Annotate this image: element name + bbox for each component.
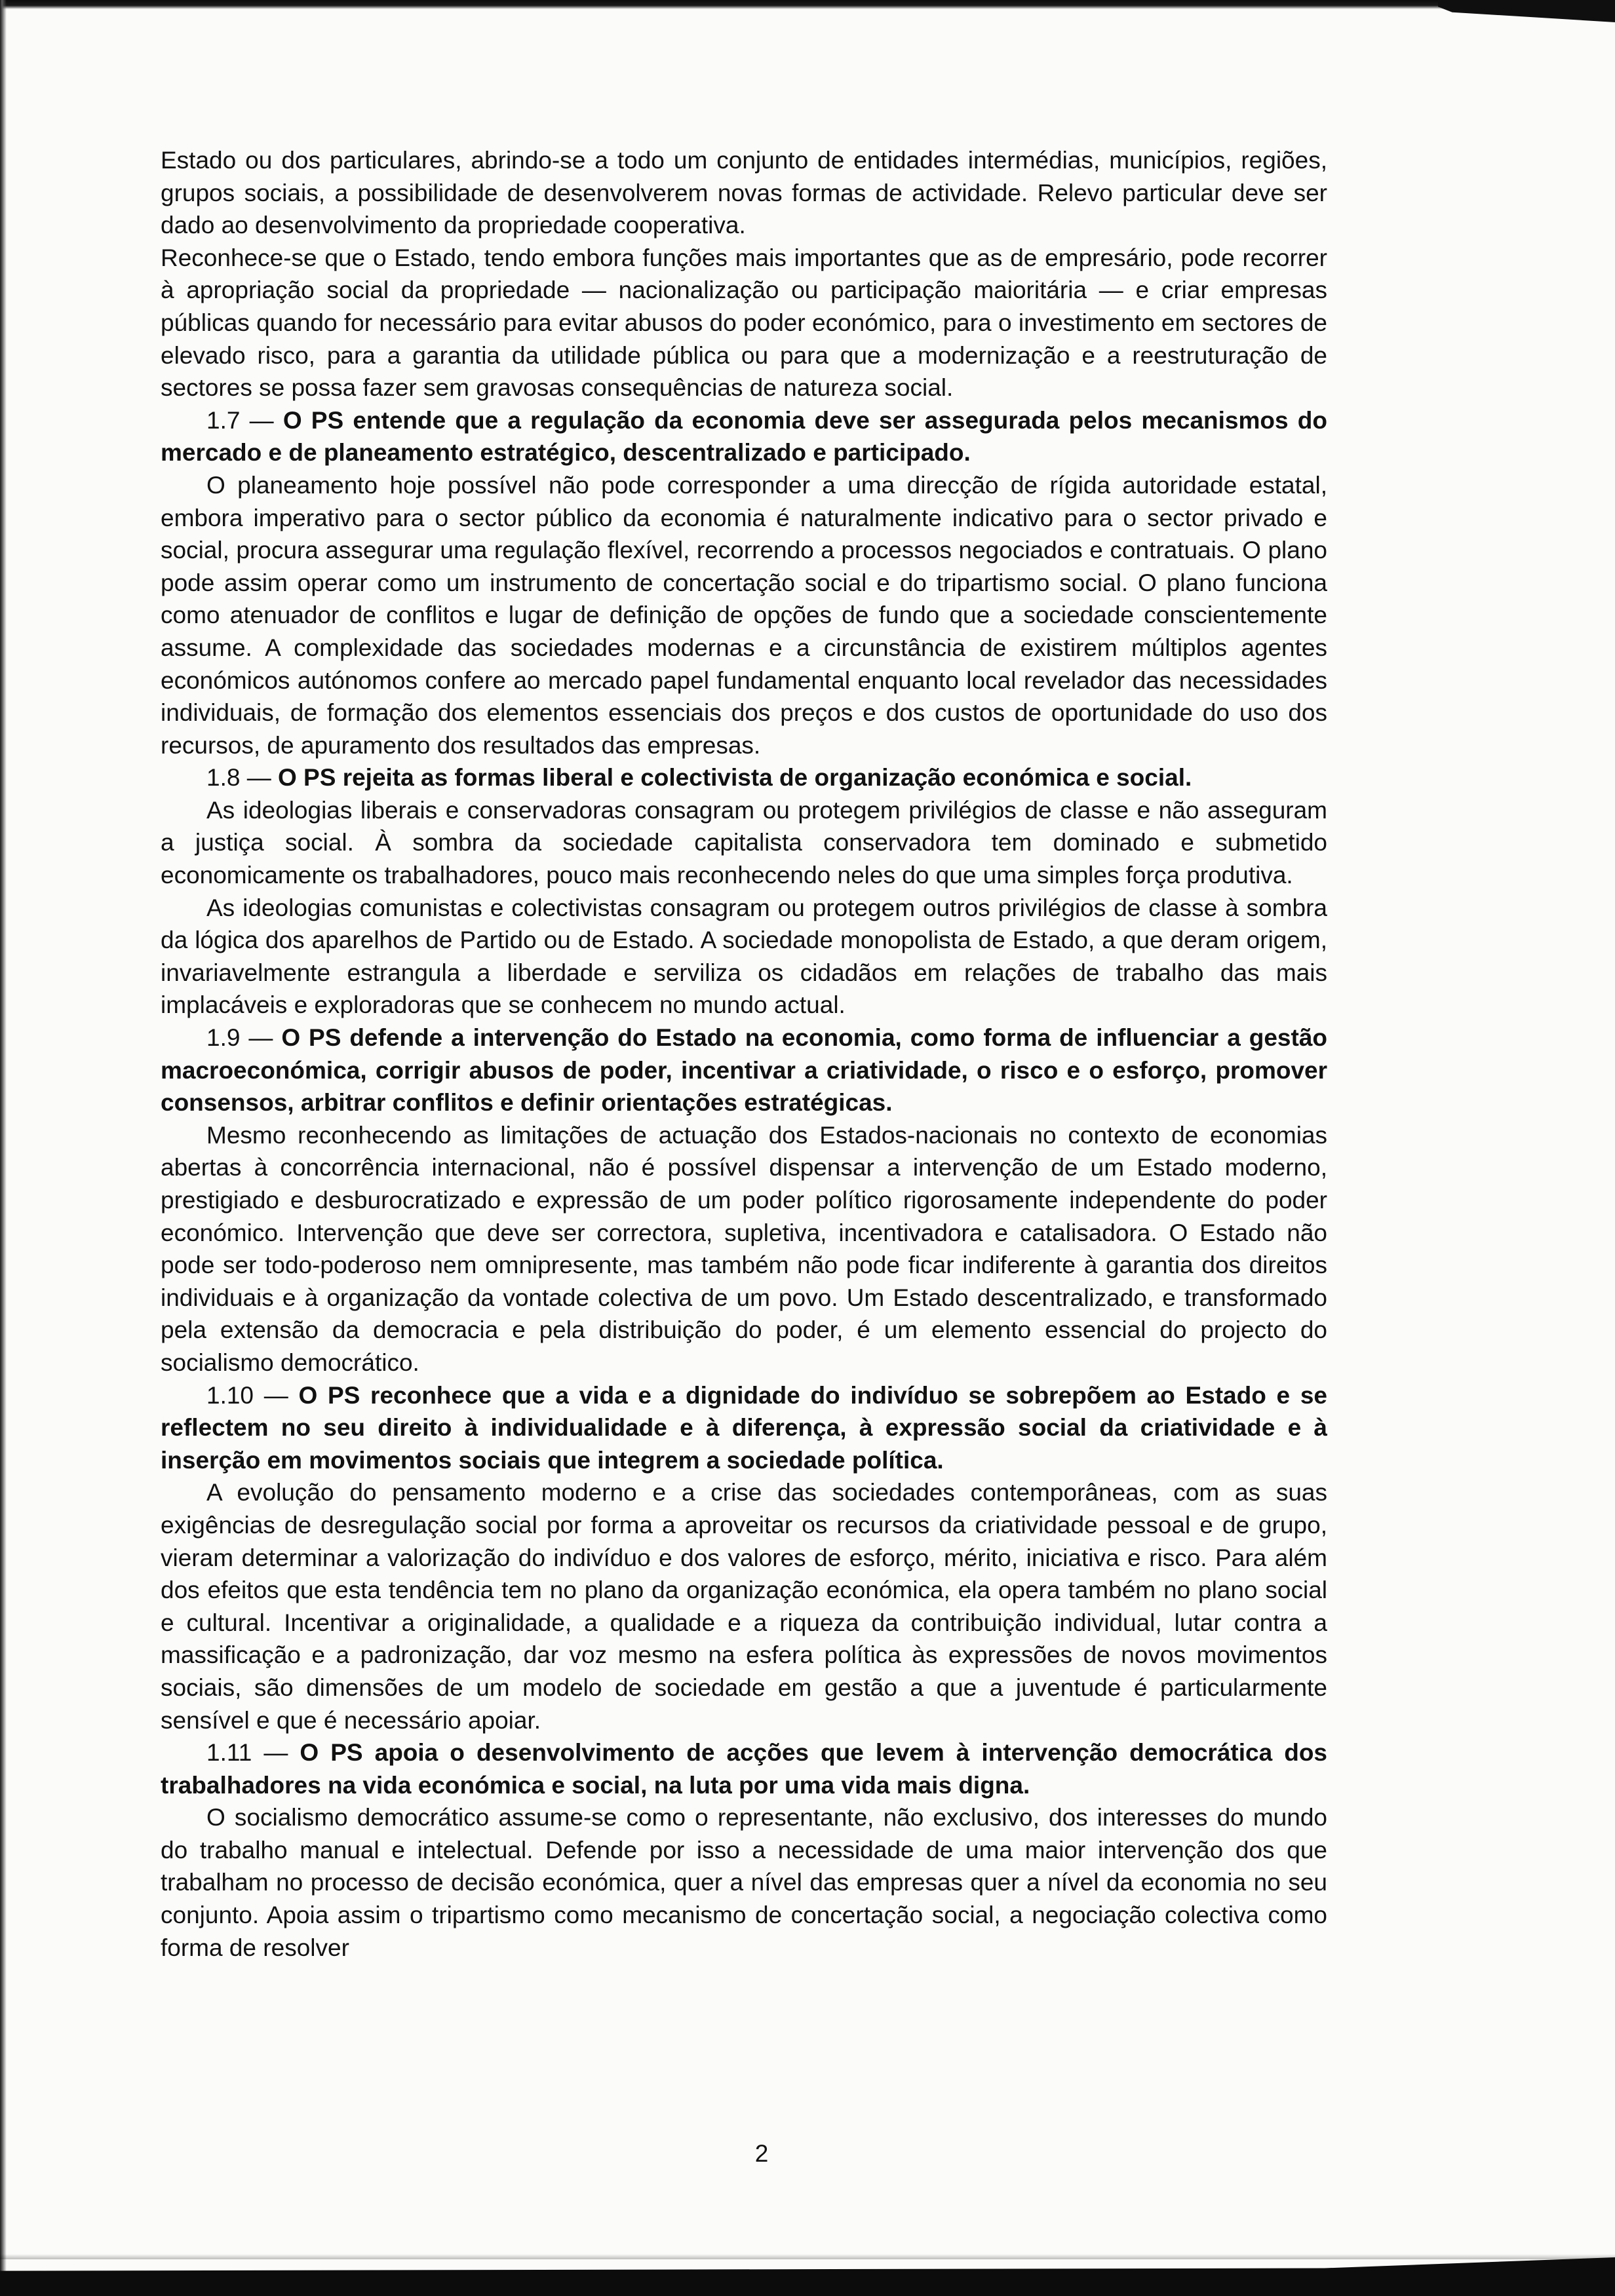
section-statement: O PS reconhece que a vida e a dignidade do indivíduo se sobrepõem ao Estado e se reflectem no seu direito à individualidade e à diferença, à expressão social da criatividade e à inserção em movimentos sociais que integrem a sociedade política. <box>161 1381 1327 1474</box>
section-number: 1.7 — <box>206 406 283 434</box>
section-heading <box>161 761 1327 794</box>
scan-edge-top-corner <box>1438 0 1615 22</box>
section-statement: O PS entende que a regulação da economia deve ser assegurada pelos mecanismos do mercado e de planeamento estratégico, descentralizado e participado. <box>161 406 1327 467</box>
section-statement: O PS defende a intervenção do Estado na economia, como forma de influenciar a gestão macroeconómica, corrigir abusos de poder, incentivar a criatividade, o risco e o esforço, promover consensos, arbitrar conflitos e definir orientações estratégicas. <box>161 1024 1327 1117</box>
paragraph: Estado ou dos particulares, abrindo-se a todo um conjunto de entidades intermédias, municípios, regiões, grupos sociais, a possibilidade de desenvolverem novas formas de actividade. Relevo particular deve ser dado ao desenvolvimento da propriedade cooperativa. <box>161 147 1327 239</box>
section-heading <box>161 404 1327 469</box>
section-heading <box>161 1736 1327 1801</box>
section-number: 1.8 — <box>206 764 278 792</box>
scan-edge-left <box>0 0 7 2296</box>
section-heading <box>161 1022 1327 1119</box>
scan-edge-bottom-shadow <box>0 2254 1615 2259</box>
section-number: 1.9 — <box>206 1024 282 1052</box>
scan-edge-top <box>0 0 1615 9</box>
section-heading <box>161 1379 1327 1477</box>
paragraph: As ideologias comunistas e colectivistas consagram ou protegem outros privilégios de classe à sombra da lógica dos aparelhos de Partido ou de Estado. A sociedade monopolista de Estado, a que deram origem, invariavelmente estrangula a liberdade e serviliza os cidadãos em relações de trabalho das mais implacáveis e exploradoras que se conhecem no mundo actual. <box>161 894 1327 1019</box>
section-number: 1.11 — <box>206 1739 300 1767</box>
scan-edge-bottom <box>0 2257 1615 2296</box>
paragraph: O planeamento hoje possível não pode corresponder a uma direcção de rígida autoridade estatal, embora imperativo para o sector público da economia é naturalmente indicativo para o sector privado e social, procura assegurar uma regulação flexível, recorrendo a processos negociados e contratuais. O plano pode assim operar como um instrumento de concertação social e do tripartismo social. O plano funciona como atenuador de conflitos e lugar de definição de opções de fundo que a sociedade conscientemente assume. A complexidade das sociedades modernas e a circunstância de existirem múltiplos agentes económicos autónomos confere ao mercado papel fundamental enquanto local revelador das necessidades individuais, de formação dos elementos essenciais dos preços e dos custos de oportunidade do uso dos recursos, de apuramento dos resultados das empresas. <box>161 471 1327 759</box>
paragraph: O socialismo democrático assume-se como o representante, não exclusivo, dos interesses do mundo do trabalho manual e intelectual. Defende por isso a necessidade de uma maior intervenção dos que trabalham no processo de decisão económica, quer a nível das empresas quer a nível da economia no seu conjunto. Apoia assim o tripartismo como mecanismo de concertação social, a negociação colectiva como forma de resolver <box>161 1804 1327 1961</box>
paragraph: Reconhece-se que o Estado, tendo embora funções mais importantes que as de empresário, pode recorrer à apropriação social da propriedade — nacionalização ou participação maioritária — e criar empresas públicas quando for necessário para evitar abusos do poder económico, para o investimento em sectores de elevado risco, para a garantia da utilidade pública ou para que a modernização e a reestruturação de sectores se possa fazer sem gravosas consequências de natureza social. <box>161 244 1327 402</box>
section-number: 1.10 — <box>206 1381 299 1409</box>
paragraph: As ideologias liberais e conservadoras consagram ou protegem privilégios de classe e não asseguram a justiça social. À sombra da sociedade capitalista conservadora tem dominado e submetido economicamente os trabalhadores, pouco mais reconhecendo neles do que uma simples força produtiva. <box>161 796 1327 889</box>
paragraph: Mesmo reconhecendo as limitações de actuação dos Estados-nacionais no contexto de economias abertas à concorrência internacional, não é possível dispensar a intervenção de um Estado moderno, prestigiado e desburocratizado e expressão de um poder político rigorosamente independente do poder económico. Intervenção que deve ser correctora, supletiva, incentivadora e catalisadora. O Estado não pode ser todo-poderoso nem omnipresente, mas também não pode ficar indiferente à garantia dos direitos individuais e à organização da vontade colectiva de um povo. Um Estado descentralizado, e transformado pela extensão da democracia e pela distribuição do poder, é um elemento essencial do projecto do socialismo democrático. <box>161 1121 1327 1376</box>
body-text <box>161 144 1327 1964</box>
section-statement: O PS rejeita as formas liberal e colectivista de organização económica e social. <box>278 764 1192 792</box>
paragraph: A evolução do pensamento moderno e a crise das sociedades contemporâneas, com as suas exigências de desregulação social por forma a aproveitar os recursos da criatividade pessoal e de grupo, vieram determinar a valorização do indivíduo e dos valores de esforço, mérito, iniciativa e risco. Para além dos efeitos que esta tendência tem no plano da organização económica, ela opera também no plano social e cultural. Incentivar a originalidade, a qualidade e a riqueza da contribuição individual, lutar contra a massificação e a padronização, dar voz mesmo na esfera política às expressões de novos movimentos sociais, são dimensões de um modelo de sociedade em gestão a que a juventude é particularmente sensível e que é necessário apoiar. <box>161 1479 1327 1734</box>
page-number: 2 <box>754 2140 769 2167</box>
section-statement: O PS apoia o desenvolvimento de acções que levem à intervenção democrática dos trabalhadores na vida económica e social, na luta por uma vida mais digna. <box>161 1739 1327 1799</box>
